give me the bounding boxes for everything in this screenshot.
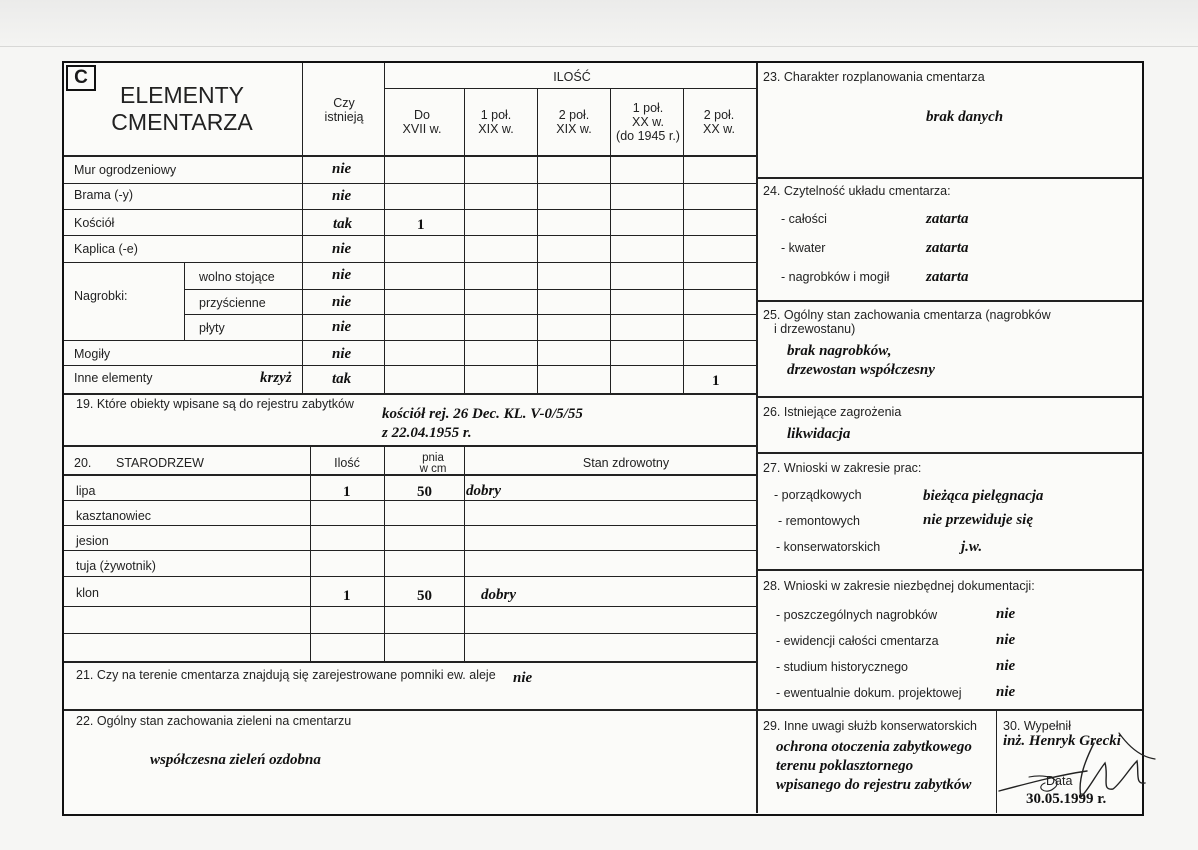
period-do-xvii-l1: Do: [414, 108, 430, 122]
divider: [64, 262, 756, 263]
divider: [64, 474, 756, 476]
q25-label-l1: 25. Ogólny stan zachowania cmentarza (nagrobków: [763, 308, 1051, 322]
tree-count-5: 1: [343, 588, 351, 604]
q27-item-3-value: j.w.: [961, 539, 983, 555]
q27-item-2-label: - remontowych: [778, 514, 860, 528]
q28-item-1-value: nie: [996, 606, 1016, 622]
tree-name-3: jesion: [76, 534, 109, 548]
divider: [756, 300, 1142, 302]
divider: [64, 340, 756, 341]
tree-health-5: dobry: [481, 587, 516, 603]
exists-header-l2: istnieją: [324, 110, 364, 124]
row-exists-graves: nie: [332, 346, 352, 362]
q25-answer-l2: drzewostan współczesny: [787, 362, 935, 378]
q29-label: 29. Inne uwagi służb konserwatorskich: [763, 719, 978, 733]
divider: [64, 550, 756, 551]
period-2pol-xix-l1: 2 poł.: [558, 108, 590, 122]
row-label-slabs: płyty: [199, 321, 225, 335]
row-exists-church: tak: [333, 216, 353, 232]
row-exists-chapel: nie: [332, 241, 352, 257]
q28-item-1-label: - poszczególnych nagrobków: [776, 608, 938, 622]
period-do-xvii-l2: XVII w.: [402, 122, 442, 136]
q27-item-1-label: - porządkowych: [774, 488, 862, 502]
row-exists-slabs: nie: [332, 319, 352, 335]
tree-name-4: tuja (żywotnik): [76, 559, 156, 573]
q27-item-1-value: bieżąca pielęgnacja: [923, 488, 1044, 504]
q19-answer-l2: z 22.04.1955 r.: [382, 425, 472, 441]
divider: [464, 88, 465, 394]
row-exists-freestanding: nie: [332, 267, 352, 283]
header-title-line2: CMENTARZA: [111, 109, 253, 135]
divider: [184, 314, 756, 315]
divider: [64, 606, 756, 607]
tree-name-2: kasztanowiec: [76, 509, 152, 523]
divider: [310, 445, 311, 661]
divider: [64, 445, 756, 447]
row-exists-wallmounted: nie: [332, 294, 352, 310]
q28-label: 28. Wnioski w zakresie niezbędnej dokumentacji:: [763, 579, 1035, 593]
tree-health-1: dobry: [466, 483, 501, 499]
row-label-chapel: Kaplica (-e): [74, 242, 138, 256]
divider: [64, 209, 756, 210]
divider: [756, 452, 1142, 454]
divider: [610, 88, 611, 394]
q24-item-2-label: - kwater: [781, 241, 826, 255]
q28-item-3-value: nie: [996, 658, 1016, 674]
row-label-other: Inne elementy: [74, 371, 153, 385]
q29-answer-l3: wpisanego do rejestru zabytków: [776, 777, 972, 793]
q24-item-2-value: zatarta: [926, 240, 969, 256]
cemetery-form-card-c: [62, 61, 1144, 816]
q27-item-3-label: - konserwatorskich: [776, 540, 881, 554]
q25-answer-l1: brak nagrobków,: [787, 343, 892, 359]
tree-name-5: klon: [76, 586, 99, 600]
divider: [64, 235, 756, 236]
divider: [64, 393, 756, 395]
row-exists-wall: nie: [332, 161, 352, 177]
divider: [683, 88, 684, 394]
divider: [64, 500, 756, 501]
q23-answer: brak danych: [926, 109, 1004, 125]
header-title-line1: ELEMENTY: [120, 82, 244, 108]
row-label-wall: Mur ogrodzeniowy: [74, 163, 177, 177]
divider: [384, 445, 385, 661]
handwritten-signature: [969, 713, 1159, 808]
divider: [64, 576, 756, 577]
divider: [64, 633, 756, 634]
q24-label: 24. Czytelność układu cmentarza:: [763, 184, 951, 198]
divider: [756, 177, 1142, 179]
q28-item-2-label: - ewidencji całości cmentarza: [776, 634, 939, 648]
period-1pol-xx-l2: XX w.: [632, 115, 664, 129]
divider: [384, 88, 756, 89]
q30-date: 30.05.1999 r.: [1026, 791, 1107, 807]
divider: [464, 445, 465, 661]
q19-answer-l1: kościół rej. 26 Dec. KL. V-0/5/55: [382, 406, 583, 422]
q30-label: 30. Wypełnił: [1003, 719, 1071, 733]
period-2pol-xix-l2: XIX w.: [556, 122, 592, 136]
period-1pol-xx-l1: 1 poł.: [632, 101, 664, 115]
row-label-freestanding: wolno stojące: [199, 270, 275, 284]
divider: [64, 155, 756, 157]
period-2pol-xx-l1: 2 poł.: [703, 108, 735, 122]
q22-answer: współczesna zieleń ozdobna: [150, 752, 321, 768]
divider: [756, 63, 758, 813]
q24-item-1-value: zatarta: [926, 211, 969, 227]
q22-label: 22. Ogólny stan zachowania zieleni na cmentarzu: [76, 714, 352, 728]
divider: [64, 709, 756, 711]
divider: [756, 396, 1142, 398]
q20-title: STARODRZEW: [116, 456, 204, 470]
q29-answer-l1: ochrona otoczenia zabytkowego: [776, 739, 972, 755]
row-count-other: 1: [712, 373, 720, 389]
q28-item-4-label: - ewentualnie dokum. projektowej: [776, 686, 962, 700]
period-2pol-xx-l2: XX w.: [703, 122, 735, 136]
q29-answer-l2: terenu poklasztornego: [776, 758, 914, 774]
divider: [756, 709, 1142, 711]
q23-label: 23. Charakter rozplanowania cmentarza: [763, 70, 985, 84]
tree-count-1: 1: [343, 484, 351, 500]
q27-label: 27. Wnioski w zakresie prac:: [763, 461, 922, 475]
divider: [64, 183, 756, 184]
divider: [64, 365, 756, 366]
row-exists-gate: nie: [332, 188, 352, 204]
quantity-header: ILOŚĆ: [553, 70, 591, 84]
row-extra-other: krzyż: [260, 370, 292, 386]
divider: [756, 569, 1142, 571]
q28-item-3-label: - studium historycznego: [776, 660, 909, 674]
q21-label: 21. Czy na terenie cmentarza znajdują się zarejestrowane pomniki ew. aleje: [76, 668, 496, 682]
q20-col-trunk-l2: w cm: [419, 463, 447, 475]
q20-col-health: Stan zdrowotny: [582, 456, 670, 470]
row-label-gate: Brama (-y): [74, 188, 134, 202]
divider: [302, 63, 303, 394]
q24-item-3-value: zatarta: [926, 269, 969, 285]
tree-name-1: lipa: [76, 484, 96, 498]
divider: [384, 63, 385, 394]
row-label-graves: Mogiły: [74, 347, 111, 361]
divider: [64, 661, 756, 663]
q27-item-2-value: nie przewiduje się: [923, 512, 1034, 528]
row-count-church: 1: [417, 217, 425, 233]
q24-item-1-label: - całości: [781, 212, 827, 226]
period-1pol-xx-l3: (do 1945 r.): [616, 129, 680, 143]
row-label-church: Kościół: [74, 216, 115, 230]
q20-number: 20.: [74, 456, 92, 470]
nagrobki-label: Nagrobki:: [74, 289, 128, 303]
exists-header-l1: Czy: [333, 96, 355, 110]
divider: [184, 262, 185, 340]
q26-answer: likwidacja: [787, 426, 851, 442]
q26-label: 26. Istniejące zagrożenia: [763, 405, 902, 419]
period-1pol-xix-l1: 1 poł.: [480, 108, 512, 122]
section-letter-box: C: [66, 65, 96, 91]
tree-trunk-5: 50: [417, 588, 432, 604]
row-label-wallmounted: przyścienne: [199, 296, 266, 310]
period-1pol-xix-l2: XIX w.: [478, 122, 514, 136]
divider: [64, 525, 756, 526]
q20-col-trunk-l1: pnia: [422, 452, 444, 464]
q30-name: inż. Henryk Grecki: [1003, 733, 1121, 749]
q21-answer: nie: [513, 670, 533, 686]
divider: [537, 88, 538, 394]
page-top-strip: [0, 0, 1198, 47]
q30-date-label: Data: [1046, 774, 1073, 788]
tree-trunk-1: 50: [417, 484, 432, 500]
row-exists-other: tak: [332, 371, 352, 387]
q28-item-4-value: nie: [996, 684, 1016, 700]
q20-col-count: Ilość: [334, 456, 360, 470]
divider: [184, 289, 756, 290]
q25-label-l2: i drzewostanu): [774, 322, 856, 336]
q28-item-2-value: nie: [996, 632, 1016, 648]
q24-item-3-label: - nagrobków i mogił: [781, 270, 890, 284]
q19-label: 19. Które obiekty wpisane są do rejestru zabytków: [76, 397, 354, 411]
